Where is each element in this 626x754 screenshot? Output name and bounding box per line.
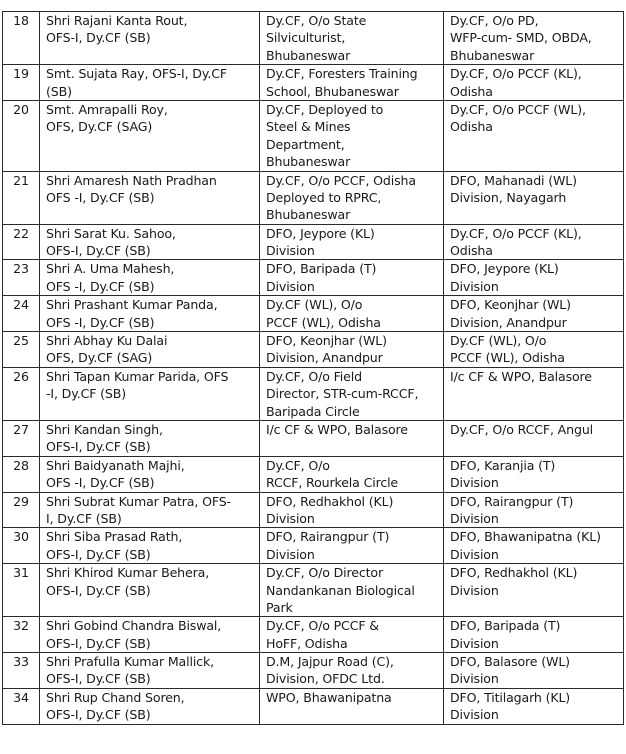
serial-number: 30	[13, 529, 29, 545]
new-posting-line: Division	[450, 635, 499, 651]
serial-number: 20	[13, 101, 29, 117]
new-posting-cell	[444, 653, 624, 689]
table-row	[3, 12, 624, 65]
new-posting-line: Division	[450, 510, 499, 526]
new-posting-line: DFO, Redhakhol (KL)	[450, 565, 578, 581]
new-posting-line: Division	[450, 671, 499, 687]
new-posting-cell	[444, 617, 624, 653]
document-page	[2, 11, 623, 725]
present-posting-line: DFO, Baripada (T)	[266, 261, 377, 277]
new-posting-line: DFO, Balasore (WL)	[450, 654, 570, 670]
serial-number: 34	[13, 689, 29, 705]
present-posting-line: Dy.CF, O/o Director	[266, 565, 384, 581]
officer-name-cell	[40, 492, 260, 528]
present-posting-line: DFO, Keonjhar (WL)	[266, 333, 387, 349]
officer-name-line: OFS-I, Dy.CF (SB)	[46, 635, 151, 651]
officer-name-line: OFS, Dy.CF (SAG)	[46, 119, 153, 135]
new-posting-cell	[444, 171, 624, 224]
table-row	[3, 617, 624, 653]
present-posting-line: Dy.CF, Foresters Training	[266, 66, 418, 82]
new-posting-line: Odisha	[450, 243, 493, 259]
present-posting-line: Dy.CF, O/o PCCF, Odisha	[266, 172, 416, 188]
officer-name-line: Shri Gobind Chandra Biswal,	[46, 618, 222, 634]
serial-number: 26	[13, 368, 29, 384]
new-posting-cell	[444, 100, 624, 171]
serial-number-cell	[3, 492, 40, 528]
officer-name-line: Smt. Amrapalli Roy,	[46, 101, 168, 117]
new-posting-cell	[444, 65, 624, 101]
new-posting-line: DFO, Baripada (T)	[450, 618, 561, 634]
serial-number-cell	[3, 528, 40, 564]
serial-number: 24	[13, 297, 29, 313]
present-posting-line: Baripada Circle	[266, 403, 360, 419]
serial-number-cell	[3, 688, 40, 724]
serial-number-cell	[3, 65, 40, 101]
present-posting-line: WPO, Bhawanipatna	[266, 689, 392, 705]
officer-name-line: OFS-I, Dy.CF (SB)	[46, 671, 151, 687]
present-posting-line: Director, STR-cum-RCCF,	[266, 386, 419, 402]
present-posting-line: Silviculturist,	[266, 30, 346, 46]
serial-number-cell	[3, 332, 40, 368]
table-row	[3, 564, 624, 617]
present-posting-cell	[260, 367, 444, 420]
new-posting-line: Dy.CF (WL), O/o	[450, 333, 547, 349]
transfer-posting-table	[2, 11, 624, 725]
new-posting-cell	[444, 564, 624, 617]
new-posting-line: Bhubaneswar	[450, 47, 535, 63]
officer-name-cell	[40, 564, 260, 617]
new-posting-line: Dy.CF, O/o PCCF (KL),	[450, 66, 582, 82]
present-posting-line: Park	[266, 599, 293, 615]
table-row	[3, 367, 624, 420]
present-posting-line: RCCF, Rourkela Circle	[266, 475, 399, 491]
serial-number: 19	[13, 66, 29, 82]
serial-number: 32	[13, 618, 29, 634]
present-posting-line: Dy.CF, O/o State	[266, 13, 367, 28]
serial-number: 29	[13, 493, 29, 509]
present-posting-line: I/c CF & WPO, Balasore	[266, 421, 408, 437]
officer-name-line: Smt. Sujata Ray, OFS-I, Dy.CF	[46, 66, 227, 82]
table-row	[3, 260, 624, 296]
serial-number-cell	[3, 653, 40, 689]
new-posting-line: DFO, Jeypore (KL)	[450, 261, 559, 277]
new-posting-line: DFO, Bhawanipatna (KL)	[450, 529, 601, 545]
present-posting-line: Steel & Mines	[266, 119, 351, 135]
present-posting-line: Division	[266, 278, 315, 294]
officer-name-line: OFS-I, Dy.CF (SB)	[46, 30, 151, 46]
officer-name-line: Shri Prashant Kumar Panda,	[46, 297, 218, 313]
present-posting-line: Dy.CF (WL), O/o	[266, 297, 363, 313]
officer-name-cell	[40, 12, 260, 65]
present-posting-line: Division	[266, 510, 315, 526]
officer-name-cell	[40, 65, 260, 101]
present-posting-line: DFO, Rairangpur (T)	[266, 529, 390, 545]
officer-name-line: (SB)	[46, 83, 72, 99]
officer-name-cell	[40, 224, 260, 260]
present-posting-line: Deployed to RPRC,	[266, 189, 382, 205]
present-posting-cell	[260, 65, 444, 101]
present-posting-cell	[260, 332, 444, 368]
present-posting-line: Dy.CF, O/o	[266, 457, 330, 473]
new-posting-line: Dy.CF, O/o PD,	[450, 13, 539, 28]
officer-name-line: I, Dy.CF (SB)	[46, 510, 122, 526]
present-posting-line: Bhubaneswar	[266, 207, 351, 223]
officer-name-cell	[40, 260, 260, 296]
serial-number: 33	[13, 654, 29, 670]
table-row	[3, 688, 624, 724]
serial-number: 25	[13, 333, 29, 349]
serial-number-cell	[3, 420, 40, 456]
new-posting-line: Dy.CF, O/o PCCF (WL),	[450, 101, 586, 117]
new-posting-line: Dy.CF, O/o RCCF, Angul	[450, 421, 593, 437]
officer-name-line: Shri Rajani Kanta Rout,	[46, 13, 188, 28]
table-row	[3, 492, 624, 528]
new-posting-cell	[444, 224, 624, 260]
present-posting-line: Dy.CF, O/o PCCF &	[266, 618, 379, 634]
present-posting-line: DFO, Jeypore (KL)	[266, 225, 375, 241]
present-posting-line: D.M, Jajpur Road (C),	[266, 654, 394, 670]
new-posting-cell	[444, 367, 624, 420]
officer-name-line: OFS -I, Dy.CF (SB)	[46, 189, 155, 205]
present-posting-line: DFO, Redhakhol (KL)	[266, 493, 394, 509]
present-posting-line: Dy.CF, Deployed to	[266, 101, 384, 117]
serial-number: 22	[13, 225, 29, 241]
table-row	[3, 65, 624, 101]
officer-name-line: Shri Abhay Ku Dalai	[46, 333, 168, 349]
present-posting-line: Division, Anandpur	[266, 350, 383, 366]
new-posting-line: DFO, Titilagarh (KL)	[450, 689, 571, 705]
table-row	[3, 420, 624, 456]
present-posting-cell	[260, 653, 444, 689]
new-posting-cell	[444, 296, 624, 332]
officer-name-cell	[40, 653, 260, 689]
table-row	[3, 528, 624, 564]
new-posting-cell	[444, 688, 624, 724]
officer-name-line: Shri Tapan Kumar Parida, OFS	[46, 368, 229, 384]
serial-number-cell	[3, 296, 40, 332]
officer-name-line: Shri Subrat Kumar Patra, OFS-	[46, 493, 231, 509]
serial-number: 27	[13, 421, 29, 437]
officer-name-cell	[40, 367, 260, 420]
new-posting-line: DFO, Keonjhar (WL)	[450, 297, 571, 313]
new-posting-line: Dy.CF, O/o PCCF (KL),	[450, 225, 582, 241]
present-posting-cell	[260, 492, 444, 528]
table-row	[3, 296, 624, 332]
serial-number-cell	[3, 100, 40, 171]
officer-name-line: Shri Sarat Ku. Sahoo,	[46, 225, 176, 241]
officer-name-cell	[40, 332, 260, 368]
officer-name-cell	[40, 296, 260, 332]
present-posting-cell	[260, 617, 444, 653]
officer-name-line: OFS -I, Dy.CF (SB)	[46, 314, 155, 330]
serial-number: 21	[13, 172, 29, 188]
officer-name-line: OFS-I, Dy.CF (SB)	[46, 707, 151, 723]
new-posting-line: DFO, Rairangpur (T)	[450, 493, 574, 509]
officer-name-cell	[40, 688, 260, 724]
present-posting-line: Division, OFDC Ltd.	[266, 671, 385, 687]
officer-name-line: OFS-I, Dy.CF (SB)	[46, 582, 151, 598]
new-posting-line: Division, Nayagarh	[450, 189, 567, 205]
new-posting-line: Division	[450, 707, 499, 723]
serial-number-cell	[3, 171, 40, 224]
new-posting-line: Division	[450, 475, 499, 491]
officer-name-line: Shri A. Uma Mahesh,	[46, 261, 175, 277]
officer-name-line: Shri Baidyanath Majhi,	[46, 457, 185, 473]
new-posting-cell	[444, 456, 624, 492]
serial-number-cell	[3, 12, 40, 65]
present-posting-line: Bhubaneswar	[266, 47, 351, 63]
new-posting-line: Odisha	[450, 83, 493, 99]
present-posting-line: School, Bhubaneswar	[266, 83, 399, 99]
new-posting-cell	[444, 332, 624, 368]
officer-name-line: Shri Amaresh Nath Pradhan	[46, 172, 217, 188]
officer-name-line: OFS-I, Dy.CF (SB)	[46, 243, 151, 259]
officer-name-line: OFS-I, Dy.CF (SB)	[46, 439, 151, 455]
serial-number-cell	[3, 617, 40, 653]
serial-number-cell	[3, 456, 40, 492]
new-posting-line: Division	[450, 582, 499, 598]
officer-name-line: Shri Siba Prasad Rath,	[46, 529, 183, 545]
present-posting-line: PCCF (WL), Odisha	[266, 314, 381, 330]
officer-name-line: OFS -I, Dy.CF (SB)	[46, 278, 155, 294]
new-posting-line: DFO, Karanjia (T)	[450, 457, 556, 473]
officer-name-line: OFS -I, Dy.CF (SB)	[46, 475, 155, 491]
table-row	[3, 224, 624, 260]
officer-name-cell	[40, 171, 260, 224]
serial-number-cell	[3, 367, 40, 420]
present-posting-cell	[260, 260, 444, 296]
new-posting-line: Division	[450, 546, 499, 562]
new-posting-cell	[444, 528, 624, 564]
serial-number: 28	[13, 457, 29, 473]
officer-name-cell	[40, 100, 260, 171]
table-row	[3, 171, 624, 224]
officer-name-line: OFS, Dy.CF (SAG)	[46, 350, 153, 366]
new-posting-cell	[444, 420, 624, 456]
present-posting-cell	[260, 100, 444, 171]
present-posting-cell	[260, 456, 444, 492]
present-posting-cell	[260, 420, 444, 456]
officer-name-line: Shri Kandan Singh,	[46, 421, 163, 437]
present-posting-line: Department,	[266, 136, 345, 152]
present-posting-line: Bhubaneswar	[266, 154, 351, 170]
table-row	[3, 653, 624, 689]
new-posting-line: PCCF (WL), Odisha	[450, 350, 565, 366]
table-row	[3, 456, 624, 492]
present-posting-cell	[260, 688, 444, 724]
present-posting-line: HoFF, Odisha	[266, 635, 348, 651]
present-posting-line: Dy.CF, O/o Field	[266, 368, 362, 384]
present-posting-cell	[260, 224, 444, 260]
new-posting-cell	[444, 12, 624, 65]
serial-number-cell	[3, 260, 40, 296]
serial-number: 23	[13, 261, 29, 277]
officer-name-cell	[40, 420, 260, 456]
present-posting-cell	[260, 564, 444, 617]
officer-name-cell	[40, 528, 260, 564]
new-posting-line: Division, Anandpur	[450, 314, 567, 330]
table-body	[3, 12, 624, 725]
present-posting-line: Division	[266, 243, 315, 259]
present-posting-line: Nandankanan Biological	[266, 582, 415, 598]
present-posting-cell	[260, 528, 444, 564]
present-posting-line: Division	[266, 546, 315, 562]
new-posting-cell	[444, 260, 624, 296]
new-posting-line: I/c CF & WPO, Balasore	[450, 368, 592, 384]
table-row	[3, 100, 624, 171]
present-posting-cell	[260, 12, 444, 65]
new-posting-line: Odisha	[450, 119, 493, 135]
serial-number-cell	[3, 224, 40, 260]
serial-number-cell	[3, 564, 40, 617]
officer-name-line: -I, Dy.CF (SB)	[46, 386, 127, 402]
officer-name-line: Shri Rup Chand Soren,	[46, 689, 185, 705]
present-posting-cell	[260, 171, 444, 224]
table-row	[3, 332, 624, 368]
new-posting-line: DFO, Mahanadi (WL)	[450, 172, 577, 188]
present-posting-cell	[260, 296, 444, 332]
officer-name-line: Shri Prafulla Kumar Mallick,	[46, 654, 214, 670]
officer-name-cell	[40, 617, 260, 653]
officer-name-cell	[40, 456, 260, 492]
officer-name-line: OFS-I, Dy.CF (SB)	[46, 546, 151, 562]
officer-name-line: Shri Khirod Kumar Behera,	[46, 565, 210, 581]
serial-number: 31	[13, 565, 29, 581]
serial-number: 18	[13, 13, 29, 28]
new-posting-line: Division	[450, 278, 499, 294]
new-posting-line: WFP-cum- SMD, OBDA,	[450, 30, 592, 46]
new-posting-cell	[444, 492, 624, 528]
